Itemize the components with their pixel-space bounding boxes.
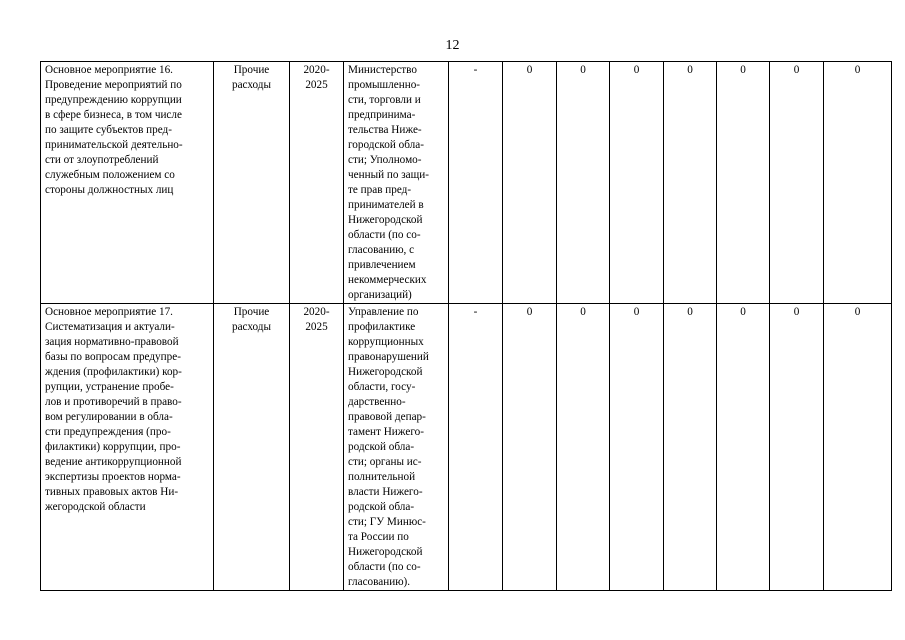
funding-text: Прочие расходы: [231, 64, 272, 91]
period-cell: [290, 304, 344, 591]
value-cell: 0: [557, 304, 610, 591]
value-cell: 0: [664, 304, 717, 591]
value-cell: 0: [824, 62, 892, 304]
value-cell: 0: [503, 62, 557, 304]
value-cell: 0: [557, 62, 610, 304]
value-cell: -: [449, 304, 503, 591]
value-cell: 0: [664, 62, 717, 304]
value-cell: 0: [503, 304, 557, 591]
executor-text: Управление по профилактике коррупционных правонарушений Нижегородской области, госу- дарственно- правовой депар- тамент Нижего- родской обла- сти; органы ис- полнительной власти Нижего- родской обла- сти; ГУ Минюс- та России по Нижегородской области (по со- гласованию).: [348, 306, 429, 588]
funding-text: Прочие расходы: [231, 306, 272, 333]
value-cell: 0: [717, 62, 770, 304]
executor-text: Министерство промышленно- сти, торговли и предпринима- тельства Ниже- городской обла- сти; Уполномо- ченный по защи- те прав пред- принимателей в Нижегородской области (по со- гласованию, с привлечением некоммерческих организаций): [348, 64, 429, 301]
table-row: [41, 304, 892, 591]
program-activities-table: [40, 61, 892, 591]
page-number: 12: [445, 38, 460, 53]
value-cell: 0: [610, 304, 664, 591]
value-cell: 0: [717, 304, 770, 591]
funding-cell: [214, 304, 290, 591]
value-cell: 0: [770, 62, 824, 304]
activity-cell: [41, 304, 214, 591]
activity-cell: [41, 62, 214, 304]
executor-cell: [344, 62, 449, 304]
period-text: 2020- 2025: [303, 306, 330, 333]
activity-text: Основное мероприятие 16. Проведение мероприятий по предупреждению коррупции в сфере бизнеса, в том числе по защите субъектов пред- принимательской деятельно- сти от злоупотреблений служебным положением со стороны должностных лиц: [45, 64, 183, 196]
period-cell: [290, 62, 344, 304]
table-row: [41, 62, 892, 304]
value-cell: 0: [824, 304, 892, 591]
executor-cell: [344, 304, 449, 591]
funding-cell: [214, 62, 290, 304]
activity-text: Основное мероприятие 17. Систематизация и актуали- зация нормативно-правовой базы по вопросам предупре- ждения (профилактики) кор- рупции, устранение пробе- лов и противоречий в право- вом регулировании в обла- сти предупреждения (про- филактики) коррупции, про- ведение антикоррупционной экспертизы проектов норма- тивных правовых актов Ни- жегородской области: [45, 306, 182, 513]
value-cell: 0: [610, 62, 664, 304]
value-cell: -: [449, 62, 503, 304]
period-text: 2020- 2025: [303, 64, 330, 91]
value-cell: 0: [770, 304, 824, 591]
